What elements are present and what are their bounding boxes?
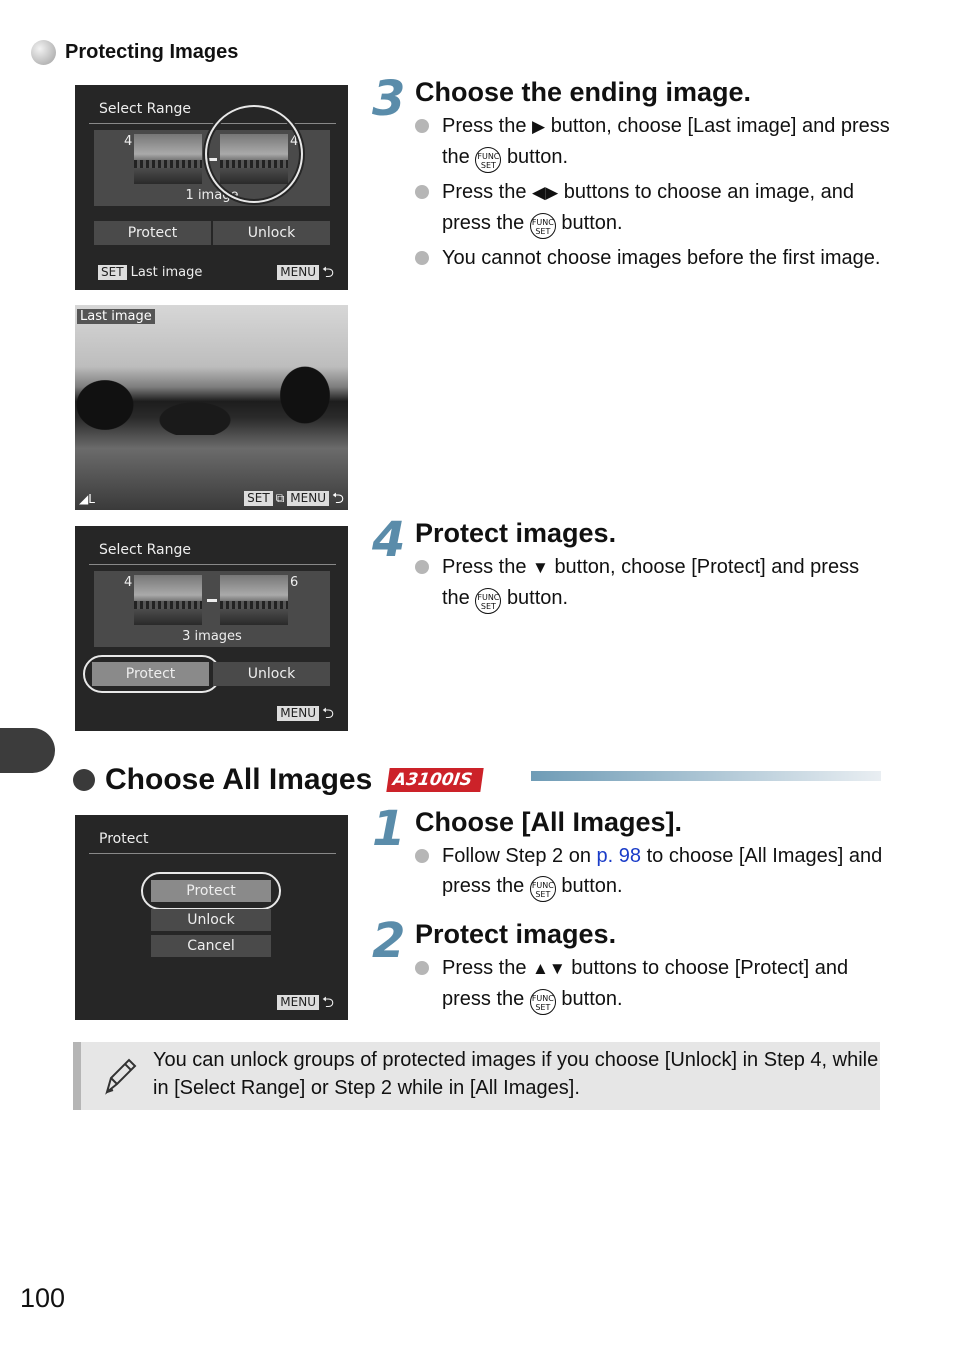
- step-number: 4: [372, 512, 406, 568]
- step-bullet: You cannot choose images before the first image.: [442, 243, 892, 273]
- func-set-button-icon: FUNC SET: [530, 989, 556, 1015]
- back-arrow-icon: ⮌: [321, 704, 334, 722]
- step-bullet: Press the ◀▶ buttons to choose an image, and press the FUNC SET button.: [442, 177, 892, 239]
- screen-title: Select Range: [99, 542, 192, 558]
- screen-divider: [89, 853, 336, 854]
- back-arrow-icon: ⮌: [321, 263, 334, 281]
- start-thumbnail: [134, 134, 202, 184]
- step-bullet: Press the ▶ button, choose [Last image] and press the FUNC SET button.: [442, 111, 892, 173]
- camera-screen-select-range-1: [75, 85, 348, 290]
- left-right-arrows-icon: ◀▶: [532, 183, 559, 202]
- screen-divider: [89, 564, 336, 565]
- up-down-arrows-icon: ▲▼: [532, 959, 566, 978]
- set-hint-label: Last image: [130, 265, 203, 280]
- down-arrow-icon: ▼: [532, 558, 549, 577]
- func-set-button-icon: FUNC SET: [530, 213, 556, 239]
- menu-hint: [277, 995, 334, 1010]
- step-bullet: Follow Step 2 on p. 98 to choose [All Images] and press the FUNC SET button.: [442, 841, 892, 902]
- subsection-header: [73, 763, 482, 797]
- photo-scenery: [75, 345, 348, 435]
- menu-item-cancel: Cancel: [151, 935, 271, 957]
- func-set-button-icon: FUNC SET: [475, 147, 501, 173]
- highlight-ring: [205, 105, 303, 203]
- protect-option: Protect: [92, 662, 209, 686]
- protect-option: Protect: [94, 221, 211, 245]
- screen-title: Select Range: [99, 101, 192, 117]
- step-title: Choose [All Images].: [415, 807, 683, 837]
- model-badge: A3100IS: [387, 768, 484, 792]
- header-title: Protecting Images: [65, 41, 239, 63]
- section-header: [31, 40, 238, 65]
- step-title: Protect images.: [415, 518, 617, 548]
- right-arrow-icon: ▶: [532, 117, 546, 136]
- start-thumbnail: [134, 575, 202, 625]
- step-3: [372, 71, 892, 273]
- step-title: Protect images.: [415, 919, 617, 949]
- step-2: [372, 913, 892, 1015]
- screen-divider: [89, 123, 336, 124]
- page-link[interactable]: p. 98: [596, 845, 642, 867]
- step-title: Choose the ending image.: [415, 77, 752, 107]
- func-set-button-icon: FUNC SET: [475, 588, 501, 614]
- menu-tag: MENU: [277, 706, 319, 721]
- camera-screen-select-range-2: [75, 526, 348, 731]
- page-number: 100: [20, 1283, 66, 1313]
- end-thumbnail: [220, 575, 288, 625]
- screen-title: Protect: [99, 831, 149, 847]
- range-start-number: 4: [124, 575, 133, 590]
- range-start-number: 4: [124, 134, 133, 149]
- note-box: [73, 1042, 880, 1110]
- range-end-number: 6: [290, 575, 299, 590]
- set-tag: SET: [244, 491, 273, 506]
- back-arrow-icon: ⮌: [321, 993, 334, 1011]
- range-panel: [94, 571, 330, 647]
- menu-item-unlock: Unlock: [151, 909, 271, 931]
- menu-tag: MENU: [287, 491, 329, 506]
- chapter-tab: [0, 728, 55, 773]
- header-bullet-icon: [31, 40, 56, 65]
- step-4: [372, 512, 892, 614]
- menu-hint: [277, 706, 334, 721]
- step-number: 3: [372, 71, 406, 127]
- set-hint: [98, 265, 202, 280]
- image-count: 1 image: [185, 188, 239, 203]
- range-end-number: 4: [290, 134, 299, 149]
- func-set-button-icon: FUNC SET: [530, 876, 556, 902]
- step-1: [372, 801, 892, 902]
- jump-icon: ⧉: [275, 491, 285, 505]
- menu-tag: MENU: [277, 995, 319, 1010]
- back-arrow-icon: ⮌: [331, 489, 344, 507]
- menu-item-protect: Protect: [151, 880, 271, 902]
- image-size-icon: ◢L: [79, 491, 95, 506]
- pencil-icon: [99, 1054, 139, 1098]
- image-count: 3 images: [182, 629, 242, 644]
- photo-status-bar: [79, 491, 344, 506]
- step-bullet: Press the ▼ button, choose [Protect] and press the FUNC SET button.: [442, 552, 892, 614]
- photo-label: Last image: [77, 309, 155, 324]
- step-bullet: Press the ▲▼ buttons to choose [Protect] and press the FUNC SET button.: [442, 953, 892, 1015]
- menu-hint: [277, 265, 334, 280]
- subsection-title: Choose All Images: [105, 763, 373, 796]
- subsection-rule: [531, 771, 881, 781]
- unlock-option: Unlock: [213, 662, 330, 686]
- note-text: You can unlock groups of protected images if you choose [Unlock] in Step 4, while in [Select Range] or Step 2 while in [All Images].: [153, 1049, 879, 1099]
- subsection-bullet-icon: [73, 769, 95, 791]
- menu-tag: MENU: [277, 265, 319, 280]
- step-number: 2: [372, 913, 406, 969]
- step-number: 1: [372, 801, 406, 857]
- camera-screen-protect-menu: [75, 815, 348, 1020]
- camera-screen-last-image: [75, 305, 348, 510]
- range-dash: [207, 599, 217, 602]
- unlock-option: Unlock: [213, 221, 330, 245]
- set-tag: SET: [98, 265, 127, 280]
